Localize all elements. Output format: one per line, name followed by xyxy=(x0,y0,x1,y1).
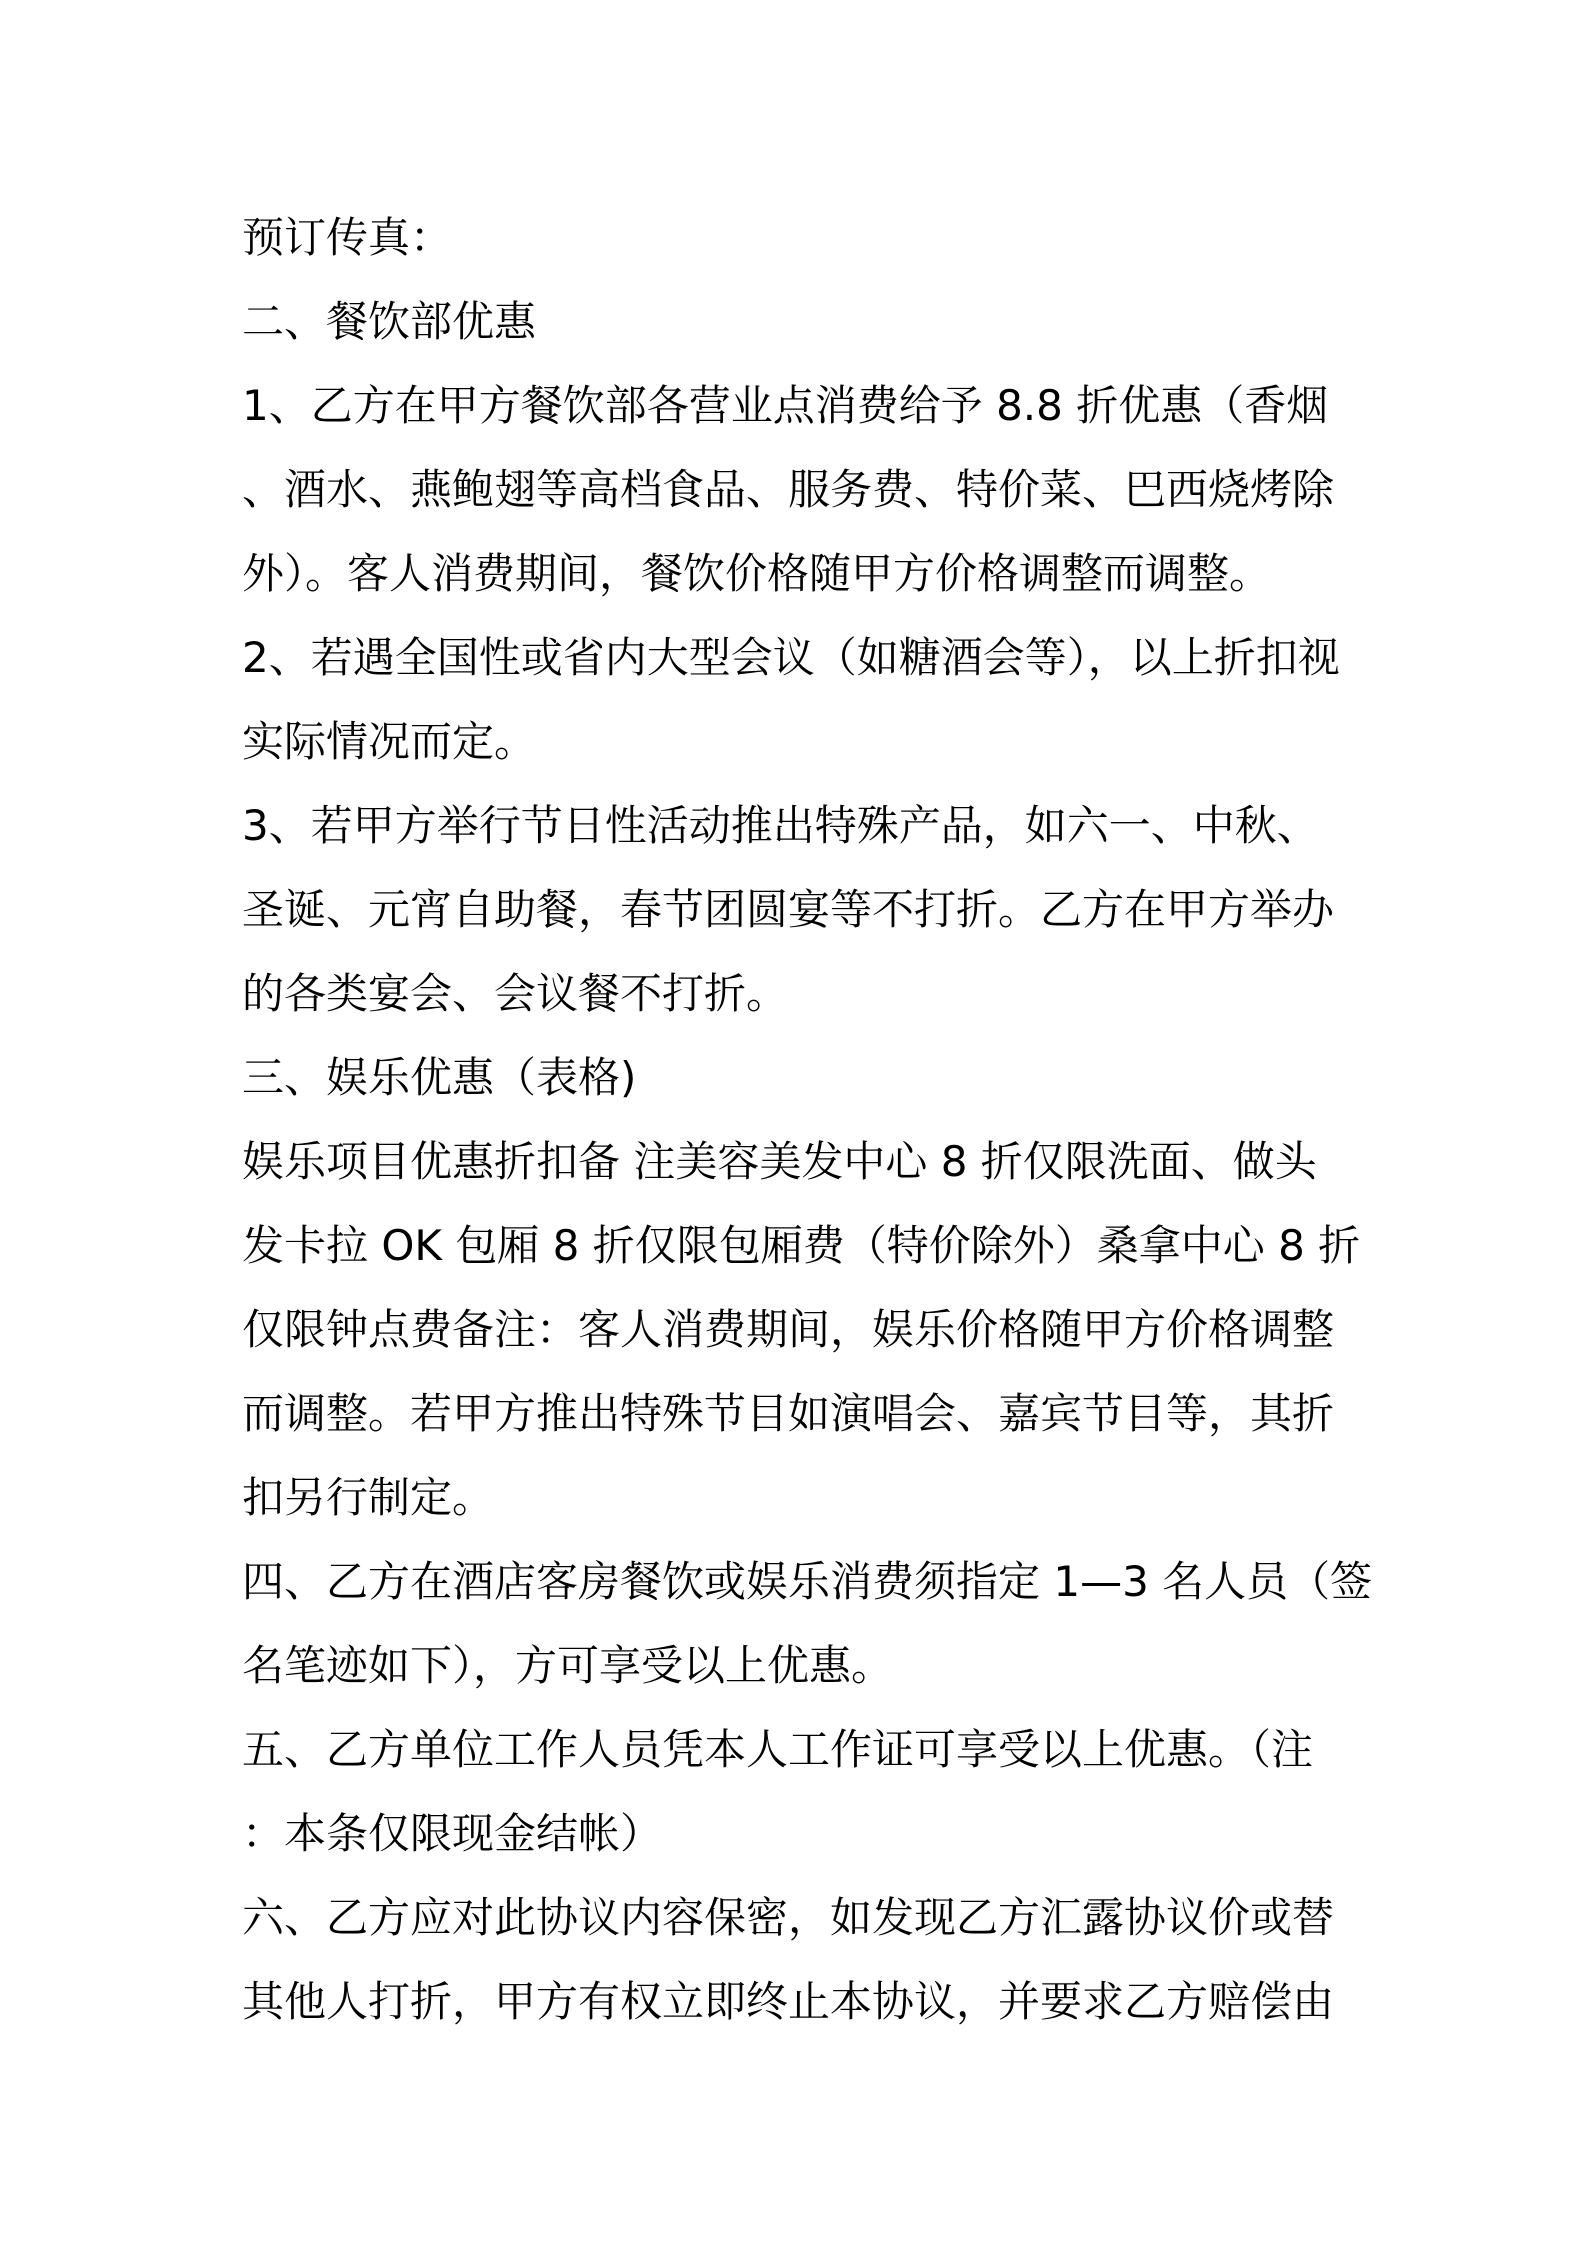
document-line: 仅限钟点费备注：客人消费期间，娱乐价格随甲方价格调整 xyxy=(242,1305,1335,1354)
document-line: 3、若甲方举行节日性活动推出特殊产品，如六一、中秋、 xyxy=(242,801,1319,850)
document-line: 外）。客人消费期间，餐饮价格随甲方价格调整而调整。 xyxy=(242,549,1272,598)
document-line: 发卡拉 OK 包厢 8 折仅限包厢费（特价除外）桑拿中心 8 折 xyxy=(242,1221,1361,1270)
document-line: 圣诞、元宵自助餐，春节团圆宴等不打折。乙方在甲方举办 xyxy=(242,885,1335,934)
document-line: 2、若遇全国性或省内大型会议（如糖酒会等），以上折扣视 xyxy=(242,633,1340,682)
document-line: 三、娱乐优惠（表格) xyxy=(242,1053,637,1102)
document-line: 六、乙方应对此协议内容保密，如发现乙方汇露协议价或替 xyxy=(242,1893,1335,1942)
document-line: 1、乙方在甲方餐饮部各营业点消费给予 8.8 折优惠（香烟 xyxy=(242,381,1329,430)
document-line: 扣另行制定。 xyxy=(242,1473,495,1522)
document-line: 四、乙方在酒店客房餐饮或娱乐消费须指定 1—3 名人员（签 xyxy=(242,1557,1373,1606)
document-line: 娱乐项目优惠折扣备 注美容美发中心 8 折仅限洗面、做头 xyxy=(242,1137,1317,1186)
document-line: ：本条仅限现金结帐） xyxy=(242,1809,663,1858)
document-line: 五、乙方单位工作人员凭本人工作证可享受以上优惠。（注 xyxy=(242,1725,1314,1774)
document-line: 的各类宴会、会议餐不打折。 xyxy=(242,969,789,1018)
document-line: 其他人打折，甲方有权立即终止本协议，并要求乙方赔偿由 xyxy=(242,1977,1335,2026)
document-line: 二、餐饮部优惠 xyxy=(242,297,537,346)
document-body xyxy=(242,196,1373,2044)
document-line: 预订传真： xyxy=(242,213,453,262)
document-line: 名笔迹如下），方可享受以上优惠。 xyxy=(242,1641,894,1690)
document-line: 而调整。若甲方推出特殊节目如演唱会、嘉宾节目等，其折 xyxy=(242,1389,1335,1438)
document-line: 、酒水、燕鲍翅等高档食品、服务费、特价菜、巴西烧烤除 xyxy=(242,465,1335,514)
document-line: 实际情况而定。 xyxy=(242,717,537,766)
